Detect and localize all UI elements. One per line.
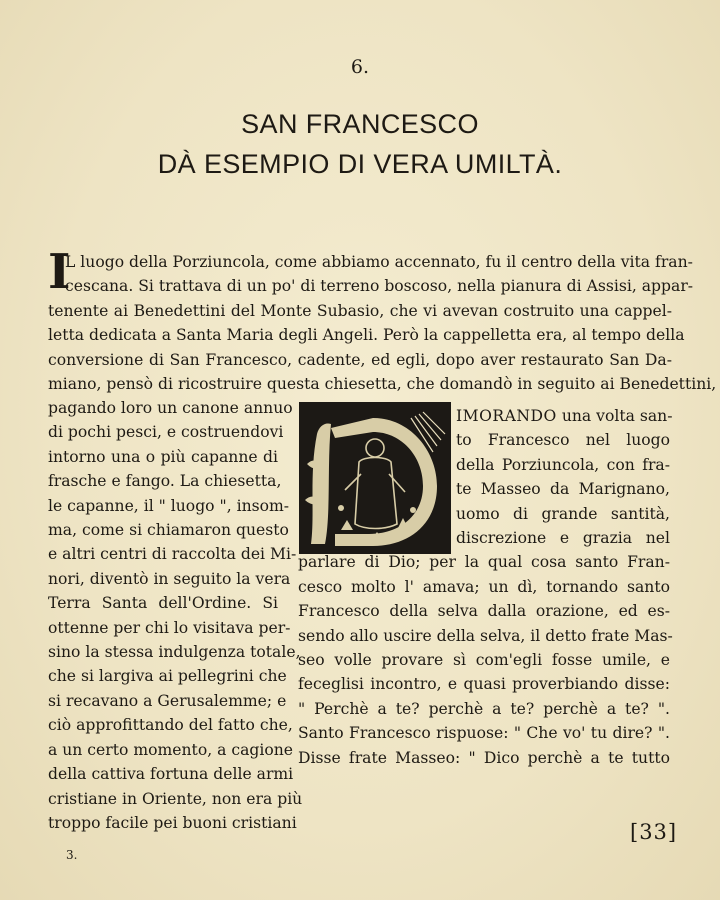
text-line: to Francesco nel luogo xyxy=(456,431,670,450)
text-line: sendo allo uscire della selva, il detto frate Mas- xyxy=(298,626,673,645)
text-line: di pochi pesci, e costruendovi xyxy=(48,423,284,442)
title-line-1: SAN FRANCESCO xyxy=(241,109,479,139)
text-line: te Masseo da Marignano, xyxy=(456,480,670,499)
text-line: " Perchè a te? perchè a te? perchè a te? ". xyxy=(298,699,670,718)
text-line: Terra Santa dell'Ordine. Si xyxy=(48,594,278,613)
text-line: conversione di San Francesco, cadente, ed egli, dopo aver restaurato San Da- xyxy=(48,350,672,369)
text-line: Francesco della selva dalla orazione, ed es- xyxy=(298,602,670,621)
text-line: discrezione e grazia nel xyxy=(456,529,670,548)
title-line-2: DÀ ESEMPIO DI VERA UMILTÀ. xyxy=(157,149,563,179)
text-line: ciò approfittando del fatto che, xyxy=(48,716,293,735)
chapter-title xyxy=(0,104,720,184)
intro-paragraph xyxy=(48,244,717,396)
text-line: della Porziuncola, con fra- xyxy=(456,455,670,474)
text-line: L luogo della Porziuncola, come abbiamo accennato, fu il centro della vita fran- xyxy=(65,253,693,271)
text-line: che si largiva ai pellegrini che xyxy=(48,667,287,686)
text-line: seo volle provare sì com'egli fosse umile, e xyxy=(298,651,670,670)
text-line: Disse frate Masseo: " Dico perchè a te tutto xyxy=(298,748,670,767)
text-line: parlare di Dio; per la qual cosa santo Fran- xyxy=(298,553,670,572)
text-line: ma, come si chiamaron questo xyxy=(48,521,289,540)
text-line: si recavano a Gerusalemme; e xyxy=(48,691,287,710)
text-line: a un certo momento, a cagione xyxy=(48,740,294,759)
opening-word: IMORANDO xyxy=(456,407,557,425)
page-number: [33] xyxy=(630,820,678,844)
text-line: le capanne, il " luogo ", insom- xyxy=(48,496,290,515)
text-line: tenente ai Benedettini del Monte Subasio, che vi avevan costruito una cappel- xyxy=(48,301,672,320)
text-line xyxy=(298,404,673,428)
text-line: Santo Francesco rispuose: " Che vo' tu dire? ". xyxy=(298,724,670,743)
text-line: cesco molto l' amava; un dì, tornando santo xyxy=(298,577,670,596)
text-line: letta dedicata a Santa Maria degli Angeli. Però la cappelletta era, al tempo della xyxy=(48,326,685,345)
text-line: ottenne per chi lo visitava per- xyxy=(48,618,291,637)
text-line: della cattiva fortuna delle armi xyxy=(48,765,294,784)
text-line: e altri centri di raccolta dei Mi- xyxy=(48,545,297,564)
text-line: miano, pensò di ricostruire questa chiesetta, che domandò in seguito ai Benedettini, xyxy=(48,375,717,394)
left-column-text xyxy=(48,396,303,835)
text-line: cristiane in Oriente, non era più xyxy=(48,789,303,808)
text-line: uomo di grande santità, xyxy=(456,504,670,523)
text-line: nori, diventò in seguito la vera xyxy=(48,569,291,588)
text-line: troppo facile pei buoni cristiani xyxy=(48,813,297,832)
right-column-text xyxy=(298,404,673,770)
text-line: feceglisi incontro, e quasi proverbiando disse: xyxy=(298,675,670,694)
text-line: pagando loro un canone annuo xyxy=(48,399,293,417)
chapter-number: 6. xyxy=(350,56,370,78)
text-line: sino la stessa indulgenza totale, xyxy=(48,643,301,662)
text-line: cescana. Si trattava di un po' di terreno boscoso, nella pianura di Assisi, appar- xyxy=(65,277,694,296)
text-line: intorno una o più capanne di xyxy=(48,447,278,466)
text-line: frasche e fango. La chiesetta, xyxy=(48,472,282,491)
drop-cap-i: I xyxy=(48,244,71,300)
signature-mark: 3. xyxy=(66,848,78,862)
opening-line-rest: una volta san- xyxy=(556,407,673,425)
